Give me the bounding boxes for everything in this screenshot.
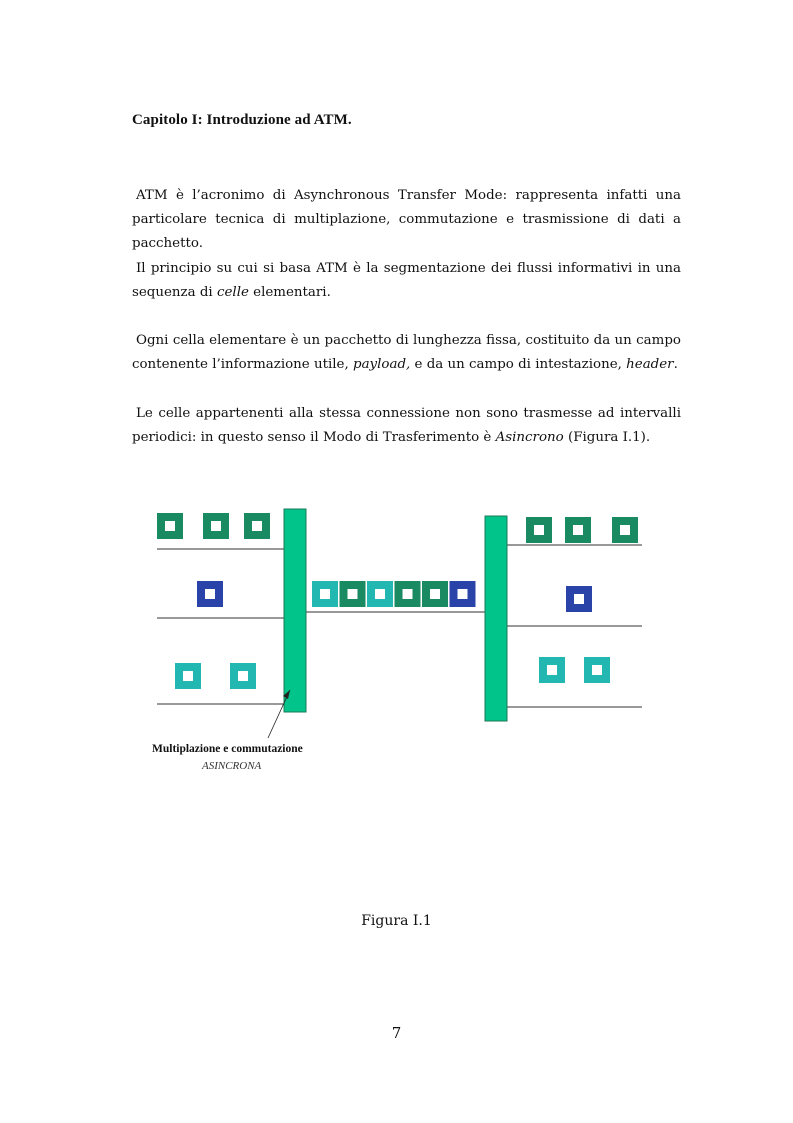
paragraph-1-line-1: ATM è l’acronimo di Asynchronous Transfer Mode: rappresenta infatti una particolare — [132, 188, 681, 227]
input-cell-3-2-core — [238, 671, 248, 681]
paragraph-3 — [132, 329, 681, 377]
paragraph-3-line-2-mid: e da un campo di intestazione, — [410, 357, 627, 372]
paragraph-4 — [132, 402, 681, 450]
paragraph-4-line-2-post: (Figura I.1). — [563, 430, 651, 445]
term-asincrono: Asincrono — [495, 430, 564, 445]
multiplexed-cell-1-core — [320, 589, 330, 599]
output-cell-1-3-core — [620, 525, 630, 535]
multiplexed-cell-5-core — [430, 589, 440, 599]
paragraph-3-line-2-post: . — [673, 357, 678, 372]
figure-label-line-2: ASINCRONA — [202, 760, 262, 772]
output-cell-1-2-core — [573, 525, 583, 535]
multiplexed-cell-4-core — [403, 589, 413, 599]
input-cell-1-3-core — [252, 521, 262, 531]
multiplexed-cell-2-core — [348, 589, 358, 599]
atm-multiplexing-figure — [150, 500, 650, 780]
paragraph-1-line-2: tecnica di multiplazione, commutazione e trasmissione di dati a pacchetto. — [132, 212, 681, 251]
paragraph-4-line-1: Le celle appartenenti alla stessa connessione non sono trasmesse ad intervalli periodici: in — [132, 406, 681, 445]
paragraph-4-line-2-pre: questo senso il Modo di Trasferimento è — [217, 430, 496, 445]
figure-caption: Figura I.1 — [361, 913, 432, 929]
paragraph-2-line-2-post: elementari. — [248, 285, 331, 300]
paragraph-2-line-1: Il principio su cui si basa ATM è la segmentazione dei flussi informativi in una sequenza — [132, 261, 681, 300]
output-cell-3-2-core — [592, 665, 602, 675]
multiplexed-cell-6-core — [458, 589, 468, 599]
term-header: header — [626, 357, 674, 372]
output-cell-3-1-core — [547, 665, 557, 675]
paragraph-2-line-2-pre: di — [199, 285, 217, 300]
page-number: 7 — [391, 1024, 402, 1042]
input-cell-1-1-core — [165, 521, 175, 531]
chapter-heading: Capitolo I: Introduzione ad ATM. — [132, 112, 352, 128]
paragraph-3-line-2-pre: contenente l’informazione utile, — [132, 357, 353, 372]
term-payload: payload, — [353, 357, 411, 372]
term-celle: celle — [216, 285, 249, 300]
cells-group — [157, 513, 638, 689]
input-cell-1-2-core — [211, 521, 221, 531]
output-cell-2-1-core — [574, 594, 584, 604]
paragraph-2 — [132, 257, 681, 305]
multiplexed-cell-3-core — [375, 589, 385, 599]
input-cell-2-1-core — [205, 589, 215, 599]
output-switch-bar — [485, 516, 507, 721]
output-cell-1-1-core — [534, 525, 544, 535]
figure-label-line-1: Multiplazione e commutazione — [152, 743, 303, 755]
input-cell-3-1-core — [183, 671, 193, 681]
paragraph-1 — [132, 184, 681, 256]
input-switch-bar — [284, 509, 306, 712]
paragraph-3-line-1: Ogni cella elementare è un pacchetto di lunghezza fissa, costituito da un campo — [136, 333, 681, 348]
